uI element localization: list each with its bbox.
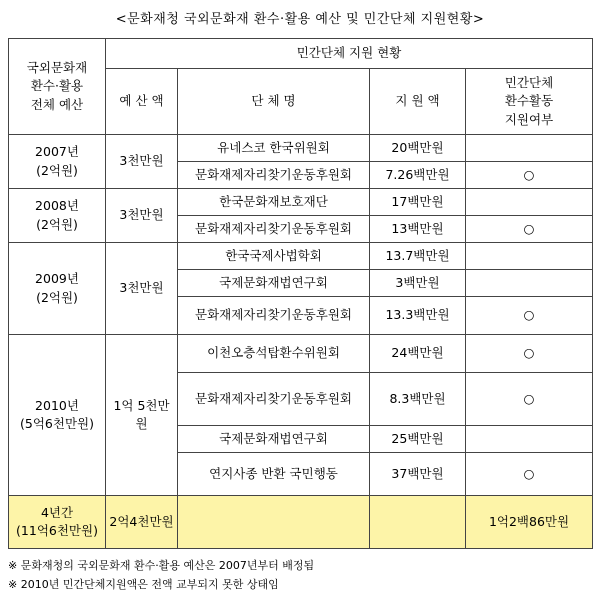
flag-cell xyxy=(466,135,593,162)
footnote: ※ 2010년 민간단체지원액은 전액 교부되지 못한 상태임 xyxy=(8,578,279,591)
table-row xyxy=(9,243,593,270)
header-org: 단 체 명 xyxy=(178,69,370,135)
amount-cell: 24백만원 xyxy=(370,335,466,373)
header-amount: 지 원 액 xyxy=(370,69,466,135)
org-cell: 문화재제자리찾기운동후원회 xyxy=(178,373,370,426)
amount-cell: 20백만원 xyxy=(370,135,466,162)
amount-cell: 7.26백만원 xyxy=(370,162,466,189)
org-cell: 국제문화재법연구회 xyxy=(178,426,370,453)
budget-cell: 3천만원 xyxy=(106,189,178,243)
header-flag: 민간단체 환수활동 지원여부 xyxy=(466,69,593,135)
flag-cell xyxy=(466,189,593,216)
org-cell: 연지사종 반환 국민행동 xyxy=(178,453,370,496)
budget-cell: 3천만원 xyxy=(106,243,178,335)
footnote: ※ 문화재청의 국외문화재 환수·활용 예산은 2007년부터 배정됨 xyxy=(8,559,315,572)
org-cell: 유네스코 한국위원회 xyxy=(178,135,370,162)
amount-cell: 13.3백만원 xyxy=(370,297,466,335)
header-row-main xyxy=(9,39,593,69)
document-title: <문화재청 국외문화재 환수·활용 예산 및 민간단체 지원현황> xyxy=(115,12,485,27)
flag-cell: ○ xyxy=(466,162,593,189)
flag-cell xyxy=(466,243,593,270)
amount-cell: 8.3백만원 xyxy=(370,373,466,426)
amount-cell: 13.7백만원 xyxy=(370,243,466,270)
org-cell: 문화재제자리찾기운동후원회 xyxy=(178,216,370,243)
total-flag-cell: 1억2백86만원 xyxy=(466,496,593,549)
amount-cell: 37백만원 xyxy=(370,453,466,496)
flag-cell: ○ xyxy=(466,216,593,243)
amount-cell: 25백만원 xyxy=(370,426,466,453)
org-cell: 문화재제자리찾기운동후원회 xyxy=(178,297,370,335)
org-cell: 한국국제사법학회 xyxy=(178,243,370,270)
amount-cell: 17백만원 xyxy=(370,189,466,216)
org-cell: 문화재제자리찾기운동후원회 xyxy=(178,162,370,189)
amount-cell: 3백만원 xyxy=(370,270,466,297)
total-org-cell xyxy=(178,496,370,549)
flag-cell: ○ xyxy=(466,453,593,496)
footnotes xyxy=(8,556,314,594)
flag-cell: ○ xyxy=(466,297,593,335)
header-total-budget: 국외문화재 환수·활용 전체 예산 xyxy=(9,39,106,135)
year-cell: 2009년 (2억원) xyxy=(9,243,106,335)
total-row xyxy=(9,496,593,549)
org-cell: 한국문화재보호재단 xyxy=(178,189,370,216)
total-amount-cell xyxy=(370,496,466,549)
table-row xyxy=(9,135,593,162)
amount-cell: 13백만원 xyxy=(370,216,466,243)
total-label-cell: 4년간 (11억6천만원) xyxy=(9,496,106,549)
flag-cell: ○ xyxy=(466,373,593,426)
table-row xyxy=(9,335,593,373)
flag-cell xyxy=(466,270,593,297)
flag-cell: ○ xyxy=(466,335,593,373)
flag-cell xyxy=(466,426,593,453)
header-budget: 예 산 액 xyxy=(106,69,178,135)
budget-cell: 1억 5천만 원 xyxy=(106,335,178,496)
budget-cell: 3천만원 xyxy=(106,135,178,189)
org-cell: 국제문화재법연구회 xyxy=(178,270,370,297)
year-cell: 2008년 (2억원) xyxy=(9,189,106,243)
budget-table xyxy=(8,38,593,549)
header-group: 민간단체 지원 현황 xyxy=(106,39,593,69)
total-budget-cell: 2억4천만원 xyxy=(106,496,178,549)
table-row xyxy=(9,189,593,216)
year-cell: 2007년 (2억원) xyxy=(9,135,106,189)
org-cell: 이천오층석탑환수위원회 xyxy=(178,335,370,373)
year-cell: 2010년 (5억6천만원) xyxy=(9,335,106,496)
